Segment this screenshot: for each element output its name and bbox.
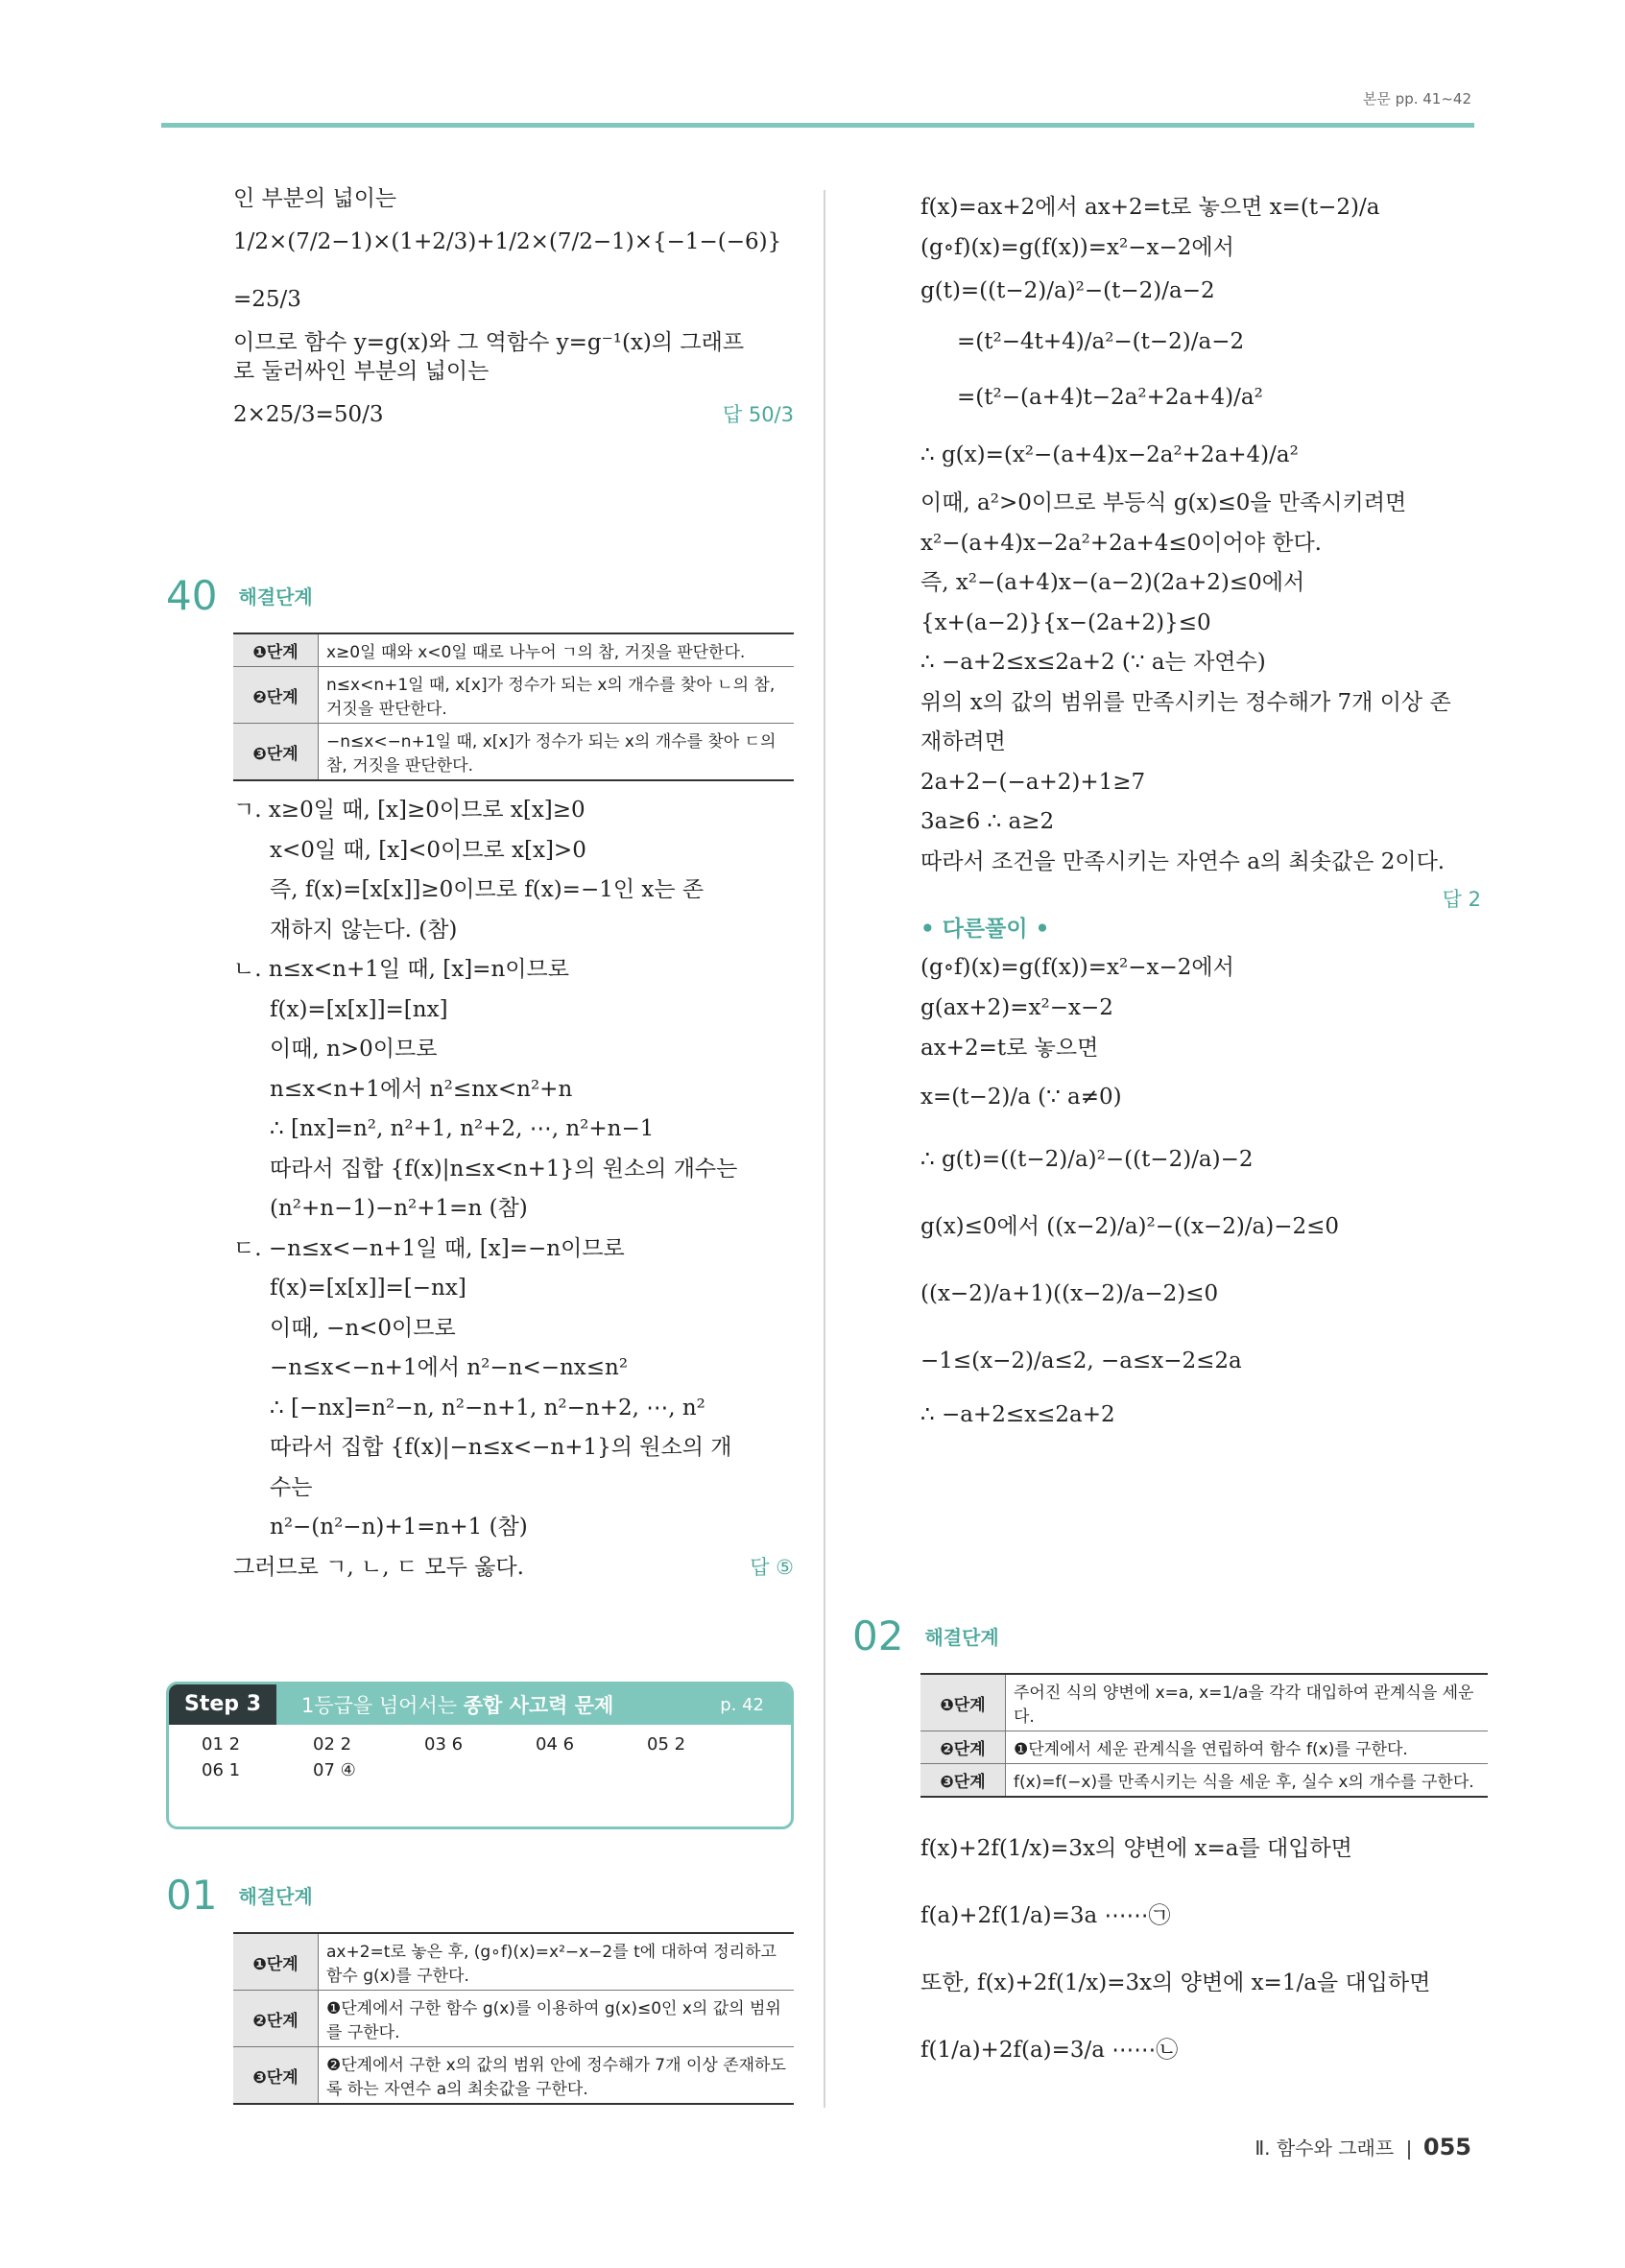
problem-header (852, 1612, 1488, 1659)
step-text: ax+2=t로 놓은 후, (g∘f)(x)=x²−x−2를 t에 대하여 정리하고 함수 g(x)를 구한다. (319, 1933, 795, 1991)
step3-answer-box (166, 1682, 794, 1829)
solution-line: f(x)=[x[x]]=[−nx] (270, 1276, 466, 1301)
solution-line: 이므로 함수 y=g(x)와 그 역함수 y=g⁻¹(x)의 그래프 (233, 330, 745, 355)
solution-line: x²−(a+4)x−2a²+2a+4≤0이어야 한다. (920, 530, 1322, 556)
solution-line: f(a)+2f(1/a)=3a ⋯⋯㉠ (920, 1903, 1171, 1928)
solution-line: 2a+2−(−a+2)+1≥7 (920, 769, 1146, 795)
problem-01 (166, 1872, 794, 2105)
solution-steps-label: 해결단계 (924, 1626, 999, 1649)
step3-title-prefix: 1등급을 넘어서는 (301, 1694, 464, 1717)
step-label: ❷단계 (233, 1991, 319, 2047)
problem-02-solution (920, 1815, 1488, 2084)
answer-label: 답 ⑤ (750, 1555, 794, 1579)
problem-header (166, 572, 794, 619)
answer-item: 06 1 (202, 1760, 241, 1780)
footer-divider (1408, 2140, 1410, 2160)
alt-solution-label: • 다른풀이 • (920, 917, 1050, 942)
solution-line: =(t²−4t+4)/a²−(t−2)/a−2 (957, 329, 1245, 354)
solution-line: (g∘f)(x)=g(f(x))=x²−x−2에서 (920, 235, 1234, 260)
step-row (233, 1991, 794, 2047)
solution-line: (g∘f)(x)=g(f(x))=x²−x−2에서 (920, 955, 1234, 980)
answer-item: 01 2 (202, 1734, 241, 1755)
header-rule (161, 123, 1474, 128)
solution-line: g(t)=((t−2)/a)²−(t−2)/a−2 (920, 278, 1215, 303)
step-text: ❶단계에서 구한 함수 g(x)를 이용하여 g(x)≤0인 x의 값의 범위를 구한다. (319, 1991, 795, 2047)
solution-line: f(x)=[x[x]]=[nx] (270, 996, 448, 1022)
step3-title (276, 1690, 720, 1719)
area-solution (233, 184, 794, 443)
solution-line: 수는 (270, 1474, 313, 1500)
step-text: n≤x<n+1일 때, x[x]가 정수가 되는 x의 개수를 찾아 ㄴ의 참, 거짓을 판단한다. (319, 667, 795, 724)
solution-line: x<0일 때, [x]<0이므로 x[x]>0 (270, 837, 586, 863)
solution-line (233, 386, 794, 443)
solution-line: x=(t−2)/a (∵ a≠0) (920, 1085, 1122, 1110)
problem-number: 40 (166, 572, 218, 619)
solution-steps-table (920, 1673, 1488, 1798)
problem-number: 01 (166, 1872, 218, 1919)
solution-line: ㄷ. −n≤x<−n+1일 때, [x]=−n이므로 (233, 1235, 625, 1261)
step-row (233, 2047, 794, 2105)
solution-line: 즉, f(x)=[x[x]]≥0이므로 f(x)=−1인 x는 존 (270, 877, 705, 902)
solution-line: ∴ [nx]=n², n²+1, n²+2, ⋯, n²+n−1 (270, 1116, 655, 1141)
problem-number: 02 (852, 1612, 904, 1659)
answer-item: 03 6 (424, 1734, 464, 1755)
problem-02 (852, 1612, 1488, 2084)
solution-line: −n≤x<−n+1에서 n²−n<−nx≤n² (270, 1355, 629, 1380)
step-label: ❷단계 (233, 667, 319, 724)
solution-line (233, 1548, 794, 1588)
solution-line: ∴ −a+2≤x≤2a+2 (920, 1402, 1115, 1427)
solution-line: −1≤(x−2)/a≤2, −a≤x−2≤2a (920, 1349, 1242, 1373)
step-row (233, 724, 794, 781)
step-row (920, 1731, 1488, 1764)
answer-item: 04 6 (536, 1734, 575, 1755)
step3-title-bold: 종합 사고력 문제 (463, 1694, 614, 1717)
answer-label: 답 2 (1442, 888, 1481, 911)
step-text: ❷단계에서 구한 x의 값의 범위 안에 정수해가 7개 이상 존재하도록 하는 자연수 a의 최솟값을 구한다. (319, 2047, 795, 2105)
solution-line: g(x)≤0에서 ((x−2)/a)²−((x−2)/a)−2≤0 (920, 1214, 1340, 1239)
answer-label: 답 50/3 (722, 403, 794, 426)
left-column (233, 184, 794, 443)
problem-01-solution (920, 186, 1481, 1435)
column-divider (824, 190, 825, 2108)
step-text: −n≤x<−n+1일 때, x[x]가 정수가 되는 x의 개수를 찾아 ㄷ의 참, 거짓을 판단한다. (319, 724, 795, 781)
step-label: ❷단계 (920, 1731, 1006, 1764)
step-text: x≥0일 때와 x<0일 때로 나누어 ㄱ의 참, 거짓을 판단한다. (319, 633, 795, 667)
solution-line: 로 둘러싸인 부분의 넓이는 (233, 359, 490, 384)
step-text: f(x)=f(−x)를 만족시키는 식을 세운 후, 실수 x의 개수를 구한다. (1006, 1764, 1489, 1798)
solution-steps-table (233, 1932, 794, 2105)
solution-line: 위의 x의 값의 범위를 만족시키는 정수해가 7개 이상 존 (920, 689, 1451, 715)
solution-line: 이때, n>0이므로 (270, 1037, 438, 1062)
step-row (233, 1933, 794, 1991)
solution-line: n≤x<n+1에서 n²≤nx<n²+n (270, 1076, 573, 1102)
solution-line: ∴ g(t)=((t−2)/a)²−((t−2)/a)−2 (920, 1147, 1254, 1172)
solution-line: f(x)=ax+2에서 ax+2=t로 놓으면 x=(t−2)/a (920, 195, 1380, 220)
solution-line: 이때, −n<0이므로 (270, 1315, 456, 1341)
solution-text: 그러므로 ㄱ, ㄴ, ㄷ 모두 옳다. (233, 1554, 524, 1580)
problem-40 (166, 572, 794, 1588)
solution-line: =(t²−(a+4)t−2a²+2a+4)/a² (957, 385, 1263, 410)
solution-line: 재하지 않는다. (참) (270, 917, 458, 943)
solution-steps-label: 해결단계 (238, 1885, 313, 1908)
solution-line: (n²+n−1)−n²+1=n (참) (270, 1196, 528, 1221)
step3-tag: Step 3 (169, 1684, 276, 1725)
solution-line: ∴ [−nx]=n²−n, n²−n+1, n²−n+2, ⋯, n² (270, 1395, 705, 1420)
step-label: ❸단계 (233, 724, 319, 781)
step-text: 주어진 식의 양변에 x=a, x=1/a을 각각 대입하여 관계식을 세운다. (1006, 1674, 1489, 1731)
problem-40-solution (233, 791, 794, 1588)
solution-line: ((x−2)/a+1)((x−2)/a−2)≤0 (920, 1281, 1219, 1306)
step-row (920, 1674, 1488, 1731)
solution-line: ㄱ. x≥0일 때, [x]≥0이므로 x[x]≥0 (233, 798, 585, 823)
answer-item: 05 2 (647, 1734, 686, 1755)
problem-header (166, 1872, 794, 1919)
solution-line: ax+2=t로 놓으면 (920, 1036, 1099, 1061)
section-title: Ⅱ. 함수와 그래프 (1255, 2137, 1395, 2160)
solution-line: g(ax+2)=x²−x−2 (920, 995, 1113, 1020)
solution-steps-table (233, 633, 794, 781)
page-footer (1255, 2133, 1471, 2161)
solution-line: 인 부분의 넓이는 (233, 186, 397, 211)
step-label: ❶단계 (233, 1933, 319, 1991)
solution-line: 재하려면 (920, 729, 1006, 754)
solution-line: =25/3 (233, 287, 301, 312)
answer-item: 02 2 (313, 1734, 352, 1755)
step-row (233, 633, 794, 667)
solution-line: 1/2×(7/2−1)×(1+2/3)+1/2×(7/2−1)×{−1−(−6)} (233, 229, 782, 254)
step3-answers (169, 1725, 791, 1780)
step-label: ❶단계 (920, 1674, 1006, 1731)
step-label: ❸단계 (920, 1764, 1006, 1798)
solution-line: 이때, a²>0이므로 부등식 g(x)≤0을 만족시키려면 (920, 490, 1407, 515)
solution-line: ∴ g(x)=(x²−(a+4)x−2a²+2a+4)/a² (920, 442, 1299, 467)
solution-line: ㄴ. n≤x<n+1일 때, [x]=n이므로 (233, 957, 569, 982)
step-row (920, 1764, 1488, 1798)
solution-line: f(1/a)+2f(a)=3/a ⋯⋯㉡ (920, 2038, 1179, 2063)
solution-steps-label: 해결단계 (238, 585, 313, 609)
solution-line: 따라서 집합 {f(x)|n≤x<n+1}의 원소의 개수는 (270, 1156, 738, 1182)
solution-line: 또한, f(x)+2f(1/x)=3x의 양변에 x=1/a을 대입하면 (920, 1970, 1431, 1995)
solution-line: 따라서 조건을 만족시키는 자연수 a의 최솟값은 2이다. (920, 848, 1446, 874)
right-column (920, 186, 1481, 1435)
page-reference: 본문 pp. 41~42 (1362, 90, 1471, 107)
step3-page: p. 42 (720, 1694, 764, 1715)
solution-line: n²−(n²−n)+1=n+1 (참) (270, 1515, 528, 1540)
solution-line: 따라서 집합 {f(x)|−n≤x<−n+1}의 원소의 개 (270, 1435, 732, 1460)
answer-item: 07 ④ (313, 1760, 356, 1780)
solution-line: {x+(a−2)}{x−(2a+2)}≤0 (920, 609, 1211, 635)
solution-line: f(x)+2f(1/x)=3x의 양변에 x=a를 대입하면 (920, 1836, 1352, 1861)
step-label: ❶단계 (233, 633, 319, 667)
step3-header (169, 1684, 791, 1725)
step-text: ❶단계에서 세운 관계식을 연립하여 함수 f(x)를 구한다. (1006, 1731, 1489, 1764)
step-label: ❸단계 (233, 2047, 319, 2105)
answer-line (920, 882, 1481, 911)
step-row (233, 667, 794, 724)
solution-line: ∴ −a+2≤x≤2a+2 (∵ a는 자연수) (920, 650, 1266, 675)
solution-line: 3a≥6 ∴ a≥2 (920, 809, 1055, 834)
page-number: 055 (1422, 2134, 1471, 2161)
solution-line: 즉, x²−(a+4)x−(a−2)(2a+2)≤0에서 (920, 570, 1305, 595)
solution-text: 2×25/3=50/3 (233, 402, 384, 427)
